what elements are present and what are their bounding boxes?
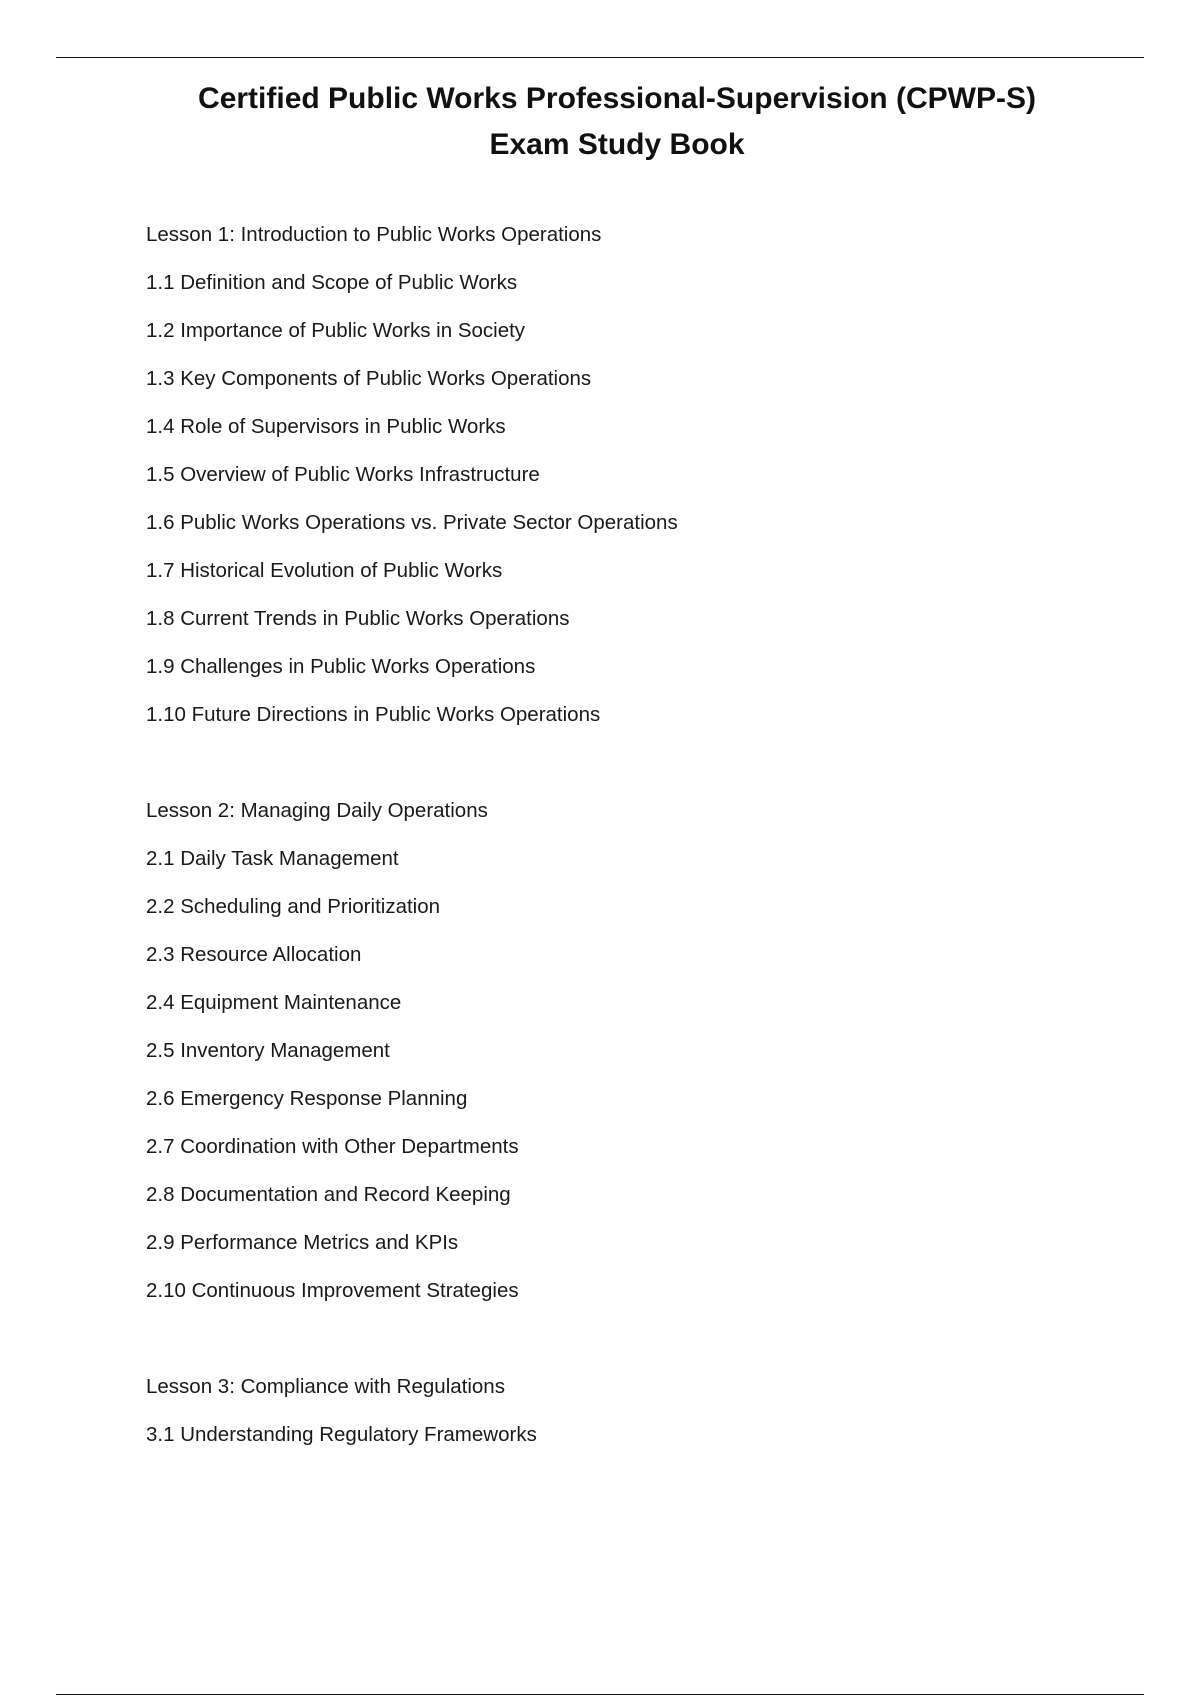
top-divider — [56, 57, 1144, 58]
section-item: 1.5 Overview of Public Works Infrastructure — [146, 463, 540, 486]
lesson-heading: Lesson 2: Managing Daily Operations — [146, 799, 488, 822]
section-item: 1.8 Current Trends in Public Works Operations — [146, 607, 570, 630]
section-item: 2.3 Resource Allocation — [146, 943, 362, 966]
lesson-heading: Lesson 3: Compliance with Regulations — [146, 1375, 505, 1398]
lesson-heading: Lesson 1: Introduction to Public Works Operations — [146, 223, 602, 246]
section-item: 1.1 Definition and Scope of Public Works — [146, 271, 518, 294]
section-item: 1.2 Importance of Public Works in Society — [146, 319, 526, 342]
lesson-1 — [146, 211, 1100, 739]
section-item: 1.7 Historical Evolution of Public Works — [146, 559, 503, 582]
lesson-3 — [146, 1363, 1100, 1459]
section-item: 1.10 Future Directions in Public Works Operations — [146, 703, 601, 726]
title-line-1: Certified Public Works Professional-Supervision (CPWP-S) — [198, 82, 1036, 115]
title-line-2: Exam Study Book — [489, 128, 745, 161]
section-item: 2.9 Performance Metrics and KPIs — [146, 1231, 459, 1254]
bottom-divider — [56, 1694, 1144, 1695]
section-item: 2.8 Documentation and Record Keeping — [146, 1183, 511, 1206]
section-item: 2.7 Coordination with Other Departments — [146, 1135, 519, 1158]
lesson-2 — [146, 787, 1100, 1315]
section-item: 3.1 Understanding Regulatory Frameworks — [146, 1423, 537, 1446]
document-title — [0, 76, 1200, 168]
section-item: 1.9 Challenges in Public Works Operations — [146, 655, 536, 678]
section-item: 2.4 Equipment Maintenance — [146, 991, 402, 1014]
section-item: 2.2 Scheduling and Prioritization — [146, 895, 441, 918]
section-item: 1.6 Public Works Operations vs. Private Sector Operations — [146, 511, 678, 534]
section-item: 2.10 Continuous Improvement Strategies — [146, 1279, 519, 1302]
section-item: 2.5 Inventory Management — [146, 1039, 390, 1062]
table-of-contents — [146, 211, 1100, 1507]
section-item: 2.1 Daily Task Management — [146, 847, 399, 870]
section-item: 1.3 Key Components of Public Works Operations — [146, 367, 592, 390]
section-item: 2.6 Emergency Response Planning — [146, 1087, 468, 1110]
section-item: 1.4 Role of Supervisors in Public Works — [146, 415, 506, 438]
